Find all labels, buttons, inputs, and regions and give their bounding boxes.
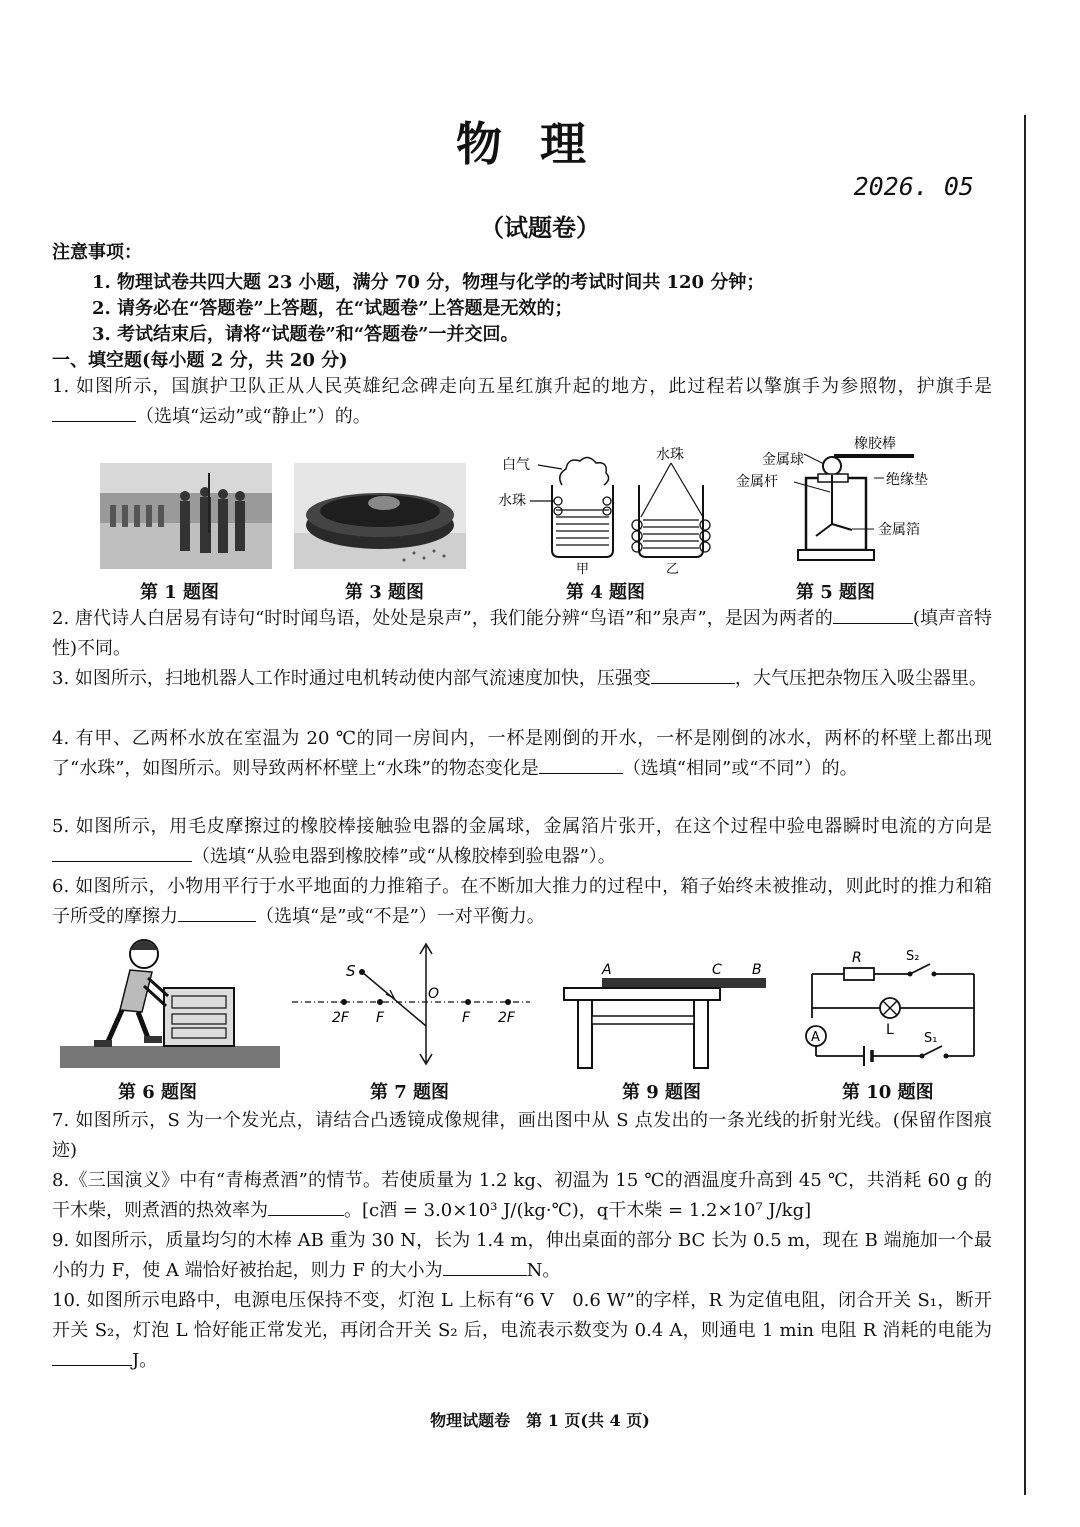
question-5: 5. 如图所示，用毛皮摩擦过的橡胶棒接触验电器的金属球，金属箔片张开，在这个过程中验电器瞬时电流的方向是（选填“从验电器到橡胶棒”或“从橡胶棒到验电器”）。 xyxy=(52,816,992,867)
figure-5 xyxy=(734,432,954,574)
answer-blank xyxy=(52,403,136,422)
answer-blank xyxy=(833,605,913,624)
label-2f: 2F xyxy=(498,1010,515,1026)
label-cup-a: 甲 xyxy=(576,562,590,575)
convex-lens-diagram xyxy=(290,938,534,1072)
label-s1: S₁ xyxy=(924,1031,938,1046)
label-f: F xyxy=(376,1010,385,1026)
answer-blank xyxy=(52,843,192,862)
figure-caption: 第 7 题图 xyxy=(370,1082,450,1103)
label-steam: 白气 xyxy=(502,457,530,473)
label-pad: 绝缘垫 xyxy=(886,472,928,488)
question-9: 9. 如图所示，质量均匀的木棒 AB 重为 30 N，长为 1.4 m，伸出桌面的部分 BC 长为 0.5 m，现在 B 端施加一个最小的力 F，使 A 端恰好被抬起，则力 F 的大小为 N。 xyxy=(52,1230,992,1281)
water-cups-diagram xyxy=(496,445,726,575)
pushing-box-illustration xyxy=(60,934,280,1070)
answer-blank xyxy=(443,1257,527,1276)
label-2f: 2F xyxy=(332,1010,349,1026)
label-stem: 金属杆 xyxy=(736,474,778,490)
circuit-diagram xyxy=(798,946,982,1072)
label-drops: 水珠 xyxy=(498,493,526,509)
label-b: B xyxy=(752,962,762,978)
figure-caption: 第 6 题图 xyxy=(118,1082,198,1103)
figure-9 xyxy=(562,956,772,1072)
note-item: 1. 物理试卷共四大题 23 小题，满分 70 分，物理与化学的考试时间共 120 分钟； xyxy=(92,272,765,293)
answer-blank xyxy=(539,755,623,774)
figure-6 xyxy=(60,934,280,1070)
answer-blank xyxy=(268,1197,344,1216)
answer-blank xyxy=(651,665,735,684)
figure-4 xyxy=(496,445,726,575)
question-8: 8.《三国演义》中有“青梅煮酒”的情节。若使质量为 1.2 kg、初温为 15 ℃的酒温度升高到 45 ℃，共消耗 60 g 的干木柴，则煮酒的热效率为 。[c酒 = 3.0×10³ J/(kg·℃)，q干木柴 = 1.2×10⁷ J/kg] xyxy=(52,1170,992,1221)
label-cup-b: 乙 xyxy=(666,562,680,575)
page-footer: 物理试题卷 第 1 页(共 4 页) xyxy=(430,1411,650,1430)
label-ball: 金属球 xyxy=(762,452,804,468)
flag-guard-photo xyxy=(100,463,272,569)
figure-caption: 第 1 题图 xyxy=(140,582,220,603)
label-r: R xyxy=(852,950,862,966)
electroscope-diagram xyxy=(734,432,954,574)
label-ammeter: A xyxy=(811,1030,820,1045)
figure-caption: 第 9 题图 xyxy=(622,1082,702,1103)
figure-caption: 第 3 题图 xyxy=(345,582,425,603)
question-2: 2. 唐代诗人白居易有诗句“时时闻鸟语，处处是泉声”，我们能分辨“鸟语”和”泉声”，是因为两者的 (填声音特性)不同。 xyxy=(52,604,992,664)
question-10: 10. 如图所示电路中，电源电压保持不变，灯泡 L 上标有“6 V 0.6 W”的字样，R 为定值电阻，闭合开关 S₁，断开开关 S₂，灯泡 L 恰好能正常发光，再闭合开关 S₂ 后，电流表示数变为 0.4 A，则通电 1 min 电阻 R 消耗的电能为J。 xyxy=(52,1290,992,1371)
figure-caption: 第 10 题图 xyxy=(842,1082,934,1103)
margin-line xyxy=(1024,115,1026,1495)
label-s2: S₂ xyxy=(906,949,920,964)
question-1: 1. 如图所示，国旗护卫队正从人民英雄纪念碑走向五星红旗升起的地方，此过程若以擎旗手为参照物，护旗手是（选填“运动”或“静止”）的。 xyxy=(52,376,992,427)
page-subtitle: （试题卷） xyxy=(480,213,600,242)
figure-10 xyxy=(798,946,982,1072)
figure-3 xyxy=(294,463,466,569)
exam-date: 2026. 05 xyxy=(853,172,974,201)
label-o: O xyxy=(428,986,440,1002)
answer-blank xyxy=(178,903,256,922)
figure-caption: 第 5 题图 xyxy=(796,582,876,603)
label-s: S xyxy=(346,962,356,980)
label-drops: 水珠 xyxy=(656,447,684,463)
robot-vacuum-photo xyxy=(294,463,466,569)
figure-7 xyxy=(290,938,534,1072)
question-3: 3. 如图所示，扫地机器人工作时通过电机转动使内部气流速度加快，压强变 ，大气压把杂物压入吸尘器里。 xyxy=(52,664,992,694)
question-7: 7. 如图所示，S 为一个发光点，请结合凸透镜成像规律，画出图中从 S 点发出的一条光线的折射光线。(保留作图痕迹) xyxy=(52,1110,992,1161)
question-4: 4. 有甲、乙两杯水放在室温为 20 ℃的同一房间内，一杯是刚倒的开水，一杯是刚倒的冰水，两杯的杯壁上都出现了“水珠”，如图所示。则导致两杯杯壁上“水珠”的物态变化是 （选填“相同”或“不同”）的。 xyxy=(52,728,992,779)
label-f: F xyxy=(462,1010,471,1026)
question-6: 6. 如图所示，小物用平行于水平地面的力推箱子。在不断加大推力的过程中，箱子始终未被推动，则此时的推力和箱子所受的摩擦力 （选填“是”或“不是”）一对平衡力。 xyxy=(52,876,992,927)
section-title: 一、填空题(每小题 2 分，共 20 分) xyxy=(52,350,348,371)
figure-caption: 第 4 题图 xyxy=(566,582,646,603)
notes-heading: 注意事项： xyxy=(52,242,142,263)
label-foil: 金属箔 xyxy=(878,522,920,538)
note-item: 3. 考试结束后，请将“试题卷”和“答题卷”一并交回。 xyxy=(92,324,519,345)
note-item: 2. 请务必在“答题卷”上答题，在“试题卷”上答题是无效的； xyxy=(92,298,573,319)
figure-1 xyxy=(100,463,272,569)
page-title: 物理 xyxy=(456,117,624,171)
answer-blank xyxy=(52,1347,132,1366)
label-a: A xyxy=(602,962,612,978)
label-lamp: L xyxy=(886,1022,894,1038)
label-c: C xyxy=(712,962,722,978)
label-rod: 橡胶棒 xyxy=(854,436,896,452)
lever-on-table-diagram xyxy=(562,956,772,1072)
